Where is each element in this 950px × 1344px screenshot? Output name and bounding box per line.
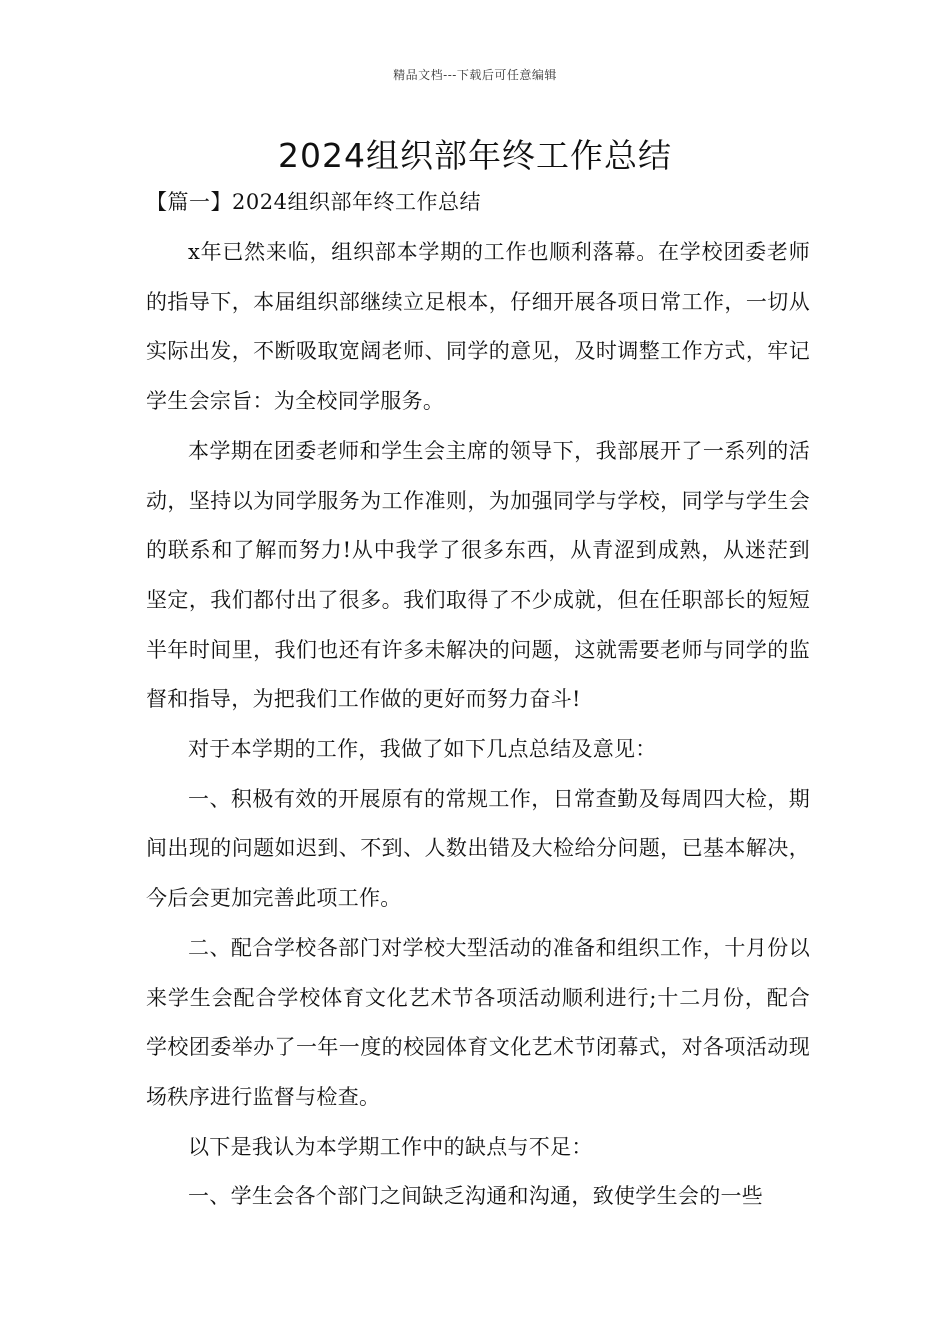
header-note: 精品文档---下载后可任意编辑 xyxy=(393,68,557,82)
section-heading: 【篇一】2024组织部年终工作总结 xyxy=(146,190,481,214)
paragraph: x年已然来临，组织部本学期的工作也顺利落幕。在学校团委老师的指导下，本届组织部继续立足根本，仔细开展各项日常工作，一切从实际出发，不断吸取宽阔老师、同学的意见，及时调整工作方式，牢记学生会宗旨：为全校同学服务。 xyxy=(146,240,810,414)
paragraph: 一、学生会各个部门之间缺乏沟通和沟通，致使学生会的一些 xyxy=(188,1184,764,1209)
paragraph: 一、积极有效的开展原有的常规工作，日常查勤及每周四大检，期间出现的问题如迟到、不到、人数出错及大检给分问题，已基本解决，今后会更加完善此项工作。 xyxy=(146,786,810,911)
document-body xyxy=(146,228,810,1222)
paragraph: 以下是我认为本学期工作中的缺点与不足： xyxy=(188,1134,593,1159)
paragraph: 本学期在团委老师和学生会主席的领导下，我部展开了一系列的活动，坚持以为同学服务为工作准则，为加强同学与学校，同学与学生会的联系和了解而努力!从中我学了很多东西，从青涩到成熟，从迷茫到坚定，我们都付出了很多。我们取得了不少成就，但在任职部长的短短半年时间里，我们也还有许多未解决的问题，这就需要老师与同学的监督和指导，为把我们工作做的更好而努力奋斗! xyxy=(146,438,810,712)
paragraph: 对于本学期的工作，我做了如下几点总结及意见： xyxy=(188,737,657,762)
document-title: 2024组织部年终工作总结 xyxy=(278,136,672,175)
paragraph: 二、配合学校各部门对学校大型活动的准备和组织工作，十月份以来学生会配合学校体育文化艺术节各项活动顺利进行;十二月份，配合学校团委举办了一年一度的校园体育文化艺术节闭幕式，对各项活动现场秩序进行监督与检查。 xyxy=(146,935,810,1109)
